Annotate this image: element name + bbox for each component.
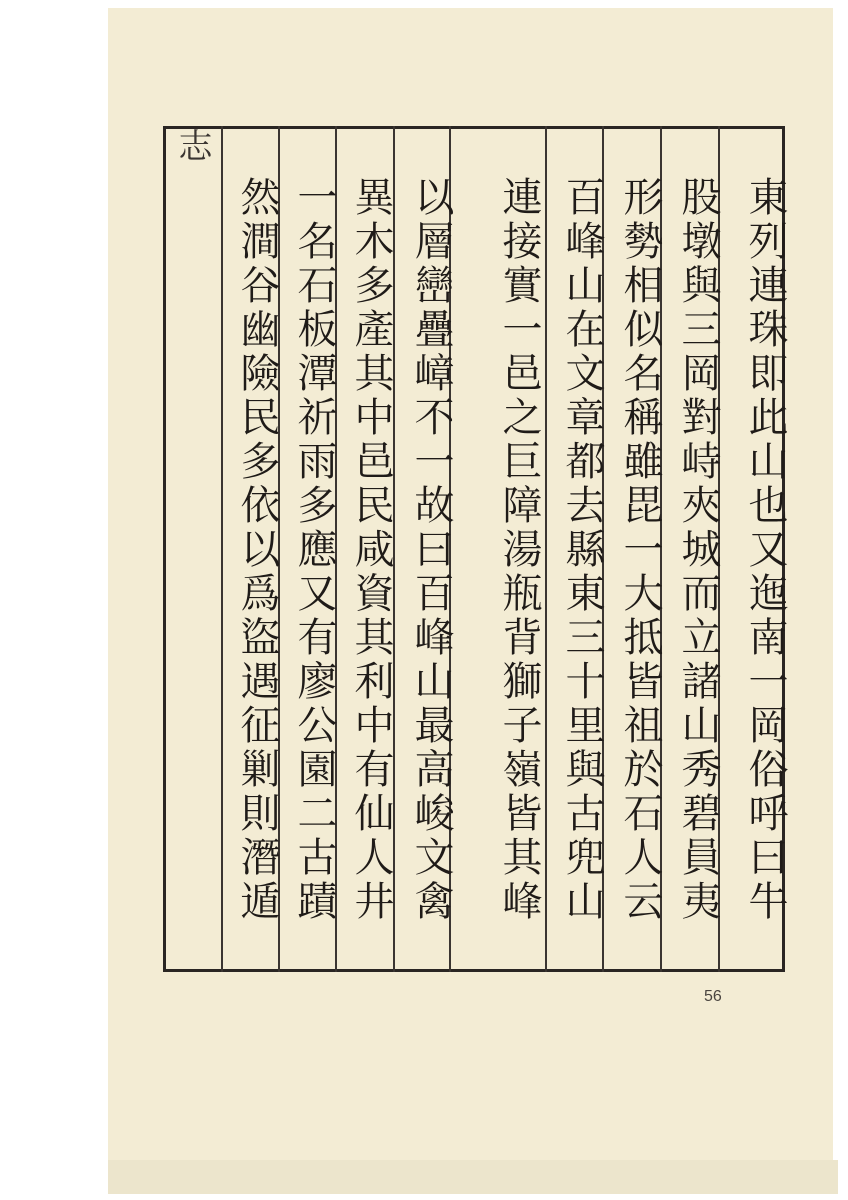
text-column-8: 一名石板潭祈雨多應又有廖公園二古蹟 [291,176,337,924]
text-column-9: 然澗谷幽險民多依以爲盜遇征剿則潛遁 [234,176,280,924]
text-column-6: 以層巒疊嶂不一故曰百峰山最高峻文禽 [408,176,454,924]
text-column-1: 東列連珠即此山也又迤南一岡俗呼曰牛 [742,176,788,924]
text-column-7: 異木多產其中邑民咸資其利中有仙人井 [348,176,394,924]
margin-mark: 志 [172,128,212,162]
column-rule [221,126,223,972]
page-number: 56 [704,988,722,1005]
scan-bottom-edge [108,1160,838,1194]
text-column-3: 形勢相似名稱雖毘一大抵皆祖於石人云 [617,176,663,924]
text-column-5: 連接實一邑之巨障湯瓶背獅子嶺皆其峰 [496,176,542,924]
text-column-4: 百峰山在文章都去縣東三十里與古兜山 [559,176,605,924]
text-column-2: 股墩與三岡對峙夾城而立諸山秀碧員夷 [675,176,721,924]
